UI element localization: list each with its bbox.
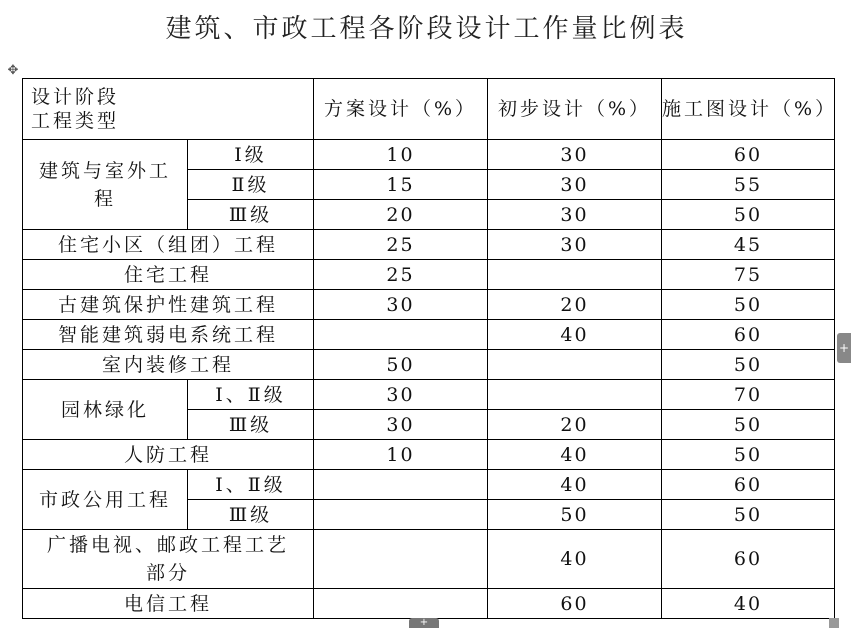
table-row — [23, 140, 835, 170]
value-cell: 50 — [662, 290, 835, 320]
table-row — [23, 260, 835, 290]
sub-cell: Ⅰ、Ⅱ级 — [188, 470, 314, 500]
value-cell: 60 — [662, 320, 835, 350]
type-label: 工程类型 — [31, 110, 120, 132]
add-row-icon[interactable]: + — [409, 618, 439, 628]
value-cell: 30 — [314, 290, 488, 320]
diagonal-header-cell — [23, 79, 314, 140]
value-cell — [488, 380, 662, 410]
table-header-row — [23, 79, 835, 140]
value-cell: 30 — [488, 170, 662, 200]
group-cell: 室内装修工程 — [23, 350, 314, 380]
group-cell: 建筑与室外工程 — [23, 140, 188, 230]
value-cell: 40 — [488, 320, 662, 350]
table-row — [23, 470, 835, 500]
table-row — [23, 530, 835, 589]
add-column-icon[interactable]: + — [837, 333, 851, 363]
group-cell: 住宅小区（组团）工程 — [23, 230, 314, 260]
group-cell: 人防工程 — [23, 440, 314, 470]
value-cell — [488, 350, 662, 380]
group-cell: 住宅工程 — [23, 260, 314, 290]
sub-cell: Ⅰ、Ⅱ级 — [188, 380, 314, 410]
sub-cell: Ⅲ级 — [188, 200, 314, 230]
value-cell — [314, 530, 488, 589]
column-header-construction: 施工图设计（%） — [662, 79, 835, 140]
stage-label: 设计阶段 — [31, 86, 120, 108]
sub-cell: Ⅲ级 — [188, 410, 314, 440]
value-cell: 60 — [662, 140, 835, 170]
group-cell: 园林绿化 — [23, 380, 188, 440]
value-cell: 50 — [662, 200, 835, 230]
value-cell: 20 — [488, 290, 662, 320]
value-cell — [314, 320, 488, 350]
value-cell: 55 — [662, 170, 835, 200]
value-cell: 50 — [662, 440, 835, 470]
value-cell: 20 — [314, 200, 488, 230]
value-cell: 30 — [314, 410, 488, 440]
value-cell: 60 — [488, 589, 662, 619]
value-cell: 30 — [488, 140, 662, 170]
value-cell: 25 — [314, 230, 488, 260]
value-cell: 50 — [662, 500, 835, 530]
column-header-preliminary: 初步设计（%） — [488, 79, 662, 140]
table-row — [23, 320, 835, 350]
table-row — [23, 380, 835, 410]
group-cell: 市政公用工程 — [23, 470, 188, 530]
group-cell: 古建筑保护性建筑工程 — [23, 290, 314, 320]
value-cell: 10 — [314, 440, 488, 470]
value-cell: 30 — [488, 200, 662, 230]
value-cell — [314, 589, 488, 619]
value-cell: 25 — [314, 260, 488, 290]
value-cell: 50 — [488, 500, 662, 530]
value-cell — [314, 500, 488, 530]
value-cell — [488, 260, 662, 290]
group-cell: 智能建筑弱电系统工程 — [23, 320, 314, 350]
table-row — [23, 230, 835, 260]
value-cell: 10 — [314, 140, 488, 170]
table-row — [23, 350, 835, 380]
value-cell: 50 — [662, 350, 835, 380]
document-title: 建筑、市政工程各阶段设计工作量比例表 — [165, 14, 688, 44]
table-row — [23, 440, 835, 470]
sub-cell: Ⅱ级 — [188, 170, 314, 200]
value-cell: 45 — [662, 230, 835, 260]
value-cell: 60 — [662, 470, 835, 500]
value-cell: 50 — [662, 410, 835, 440]
table-row — [23, 290, 835, 320]
value-cell: 40 — [488, 530, 662, 589]
value-cell: 60 — [662, 530, 835, 589]
value-cell: 40 — [488, 440, 662, 470]
move-handle-icon[interactable]: ✥ — [7, 63, 19, 78]
ratio-table — [22, 78, 838, 619]
table-row — [23, 589, 835, 619]
value-cell: 30 — [314, 380, 488, 410]
value-cell: 40 — [662, 589, 835, 619]
column-header-scheme: 方案设计（%） — [314, 79, 488, 140]
value-cell: 20 — [488, 410, 662, 440]
table-resize-handle[interactable] — [829, 618, 839, 628]
value-cell: 50 — [314, 350, 488, 380]
group-cell: 广播电视、邮政工程工艺部分 — [23, 530, 314, 589]
group-cell: 电信工程 — [23, 589, 314, 619]
value-cell: 15 — [314, 170, 488, 200]
value-cell: 70 — [662, 380, 835, 410]
value-cell — [314, 470, 488, 500]
value-cell: 40 — [488, 470, 662, 500]
value-cell: 30 — [488, 230, 662, 260]
sub-cell: Ⅲ级 — [188, 500, 314, 530]
value-cell: 75 — [662, 260, 835, 290]
sub-cell: Ⅰ级 — [188, 140, 314, 170]
